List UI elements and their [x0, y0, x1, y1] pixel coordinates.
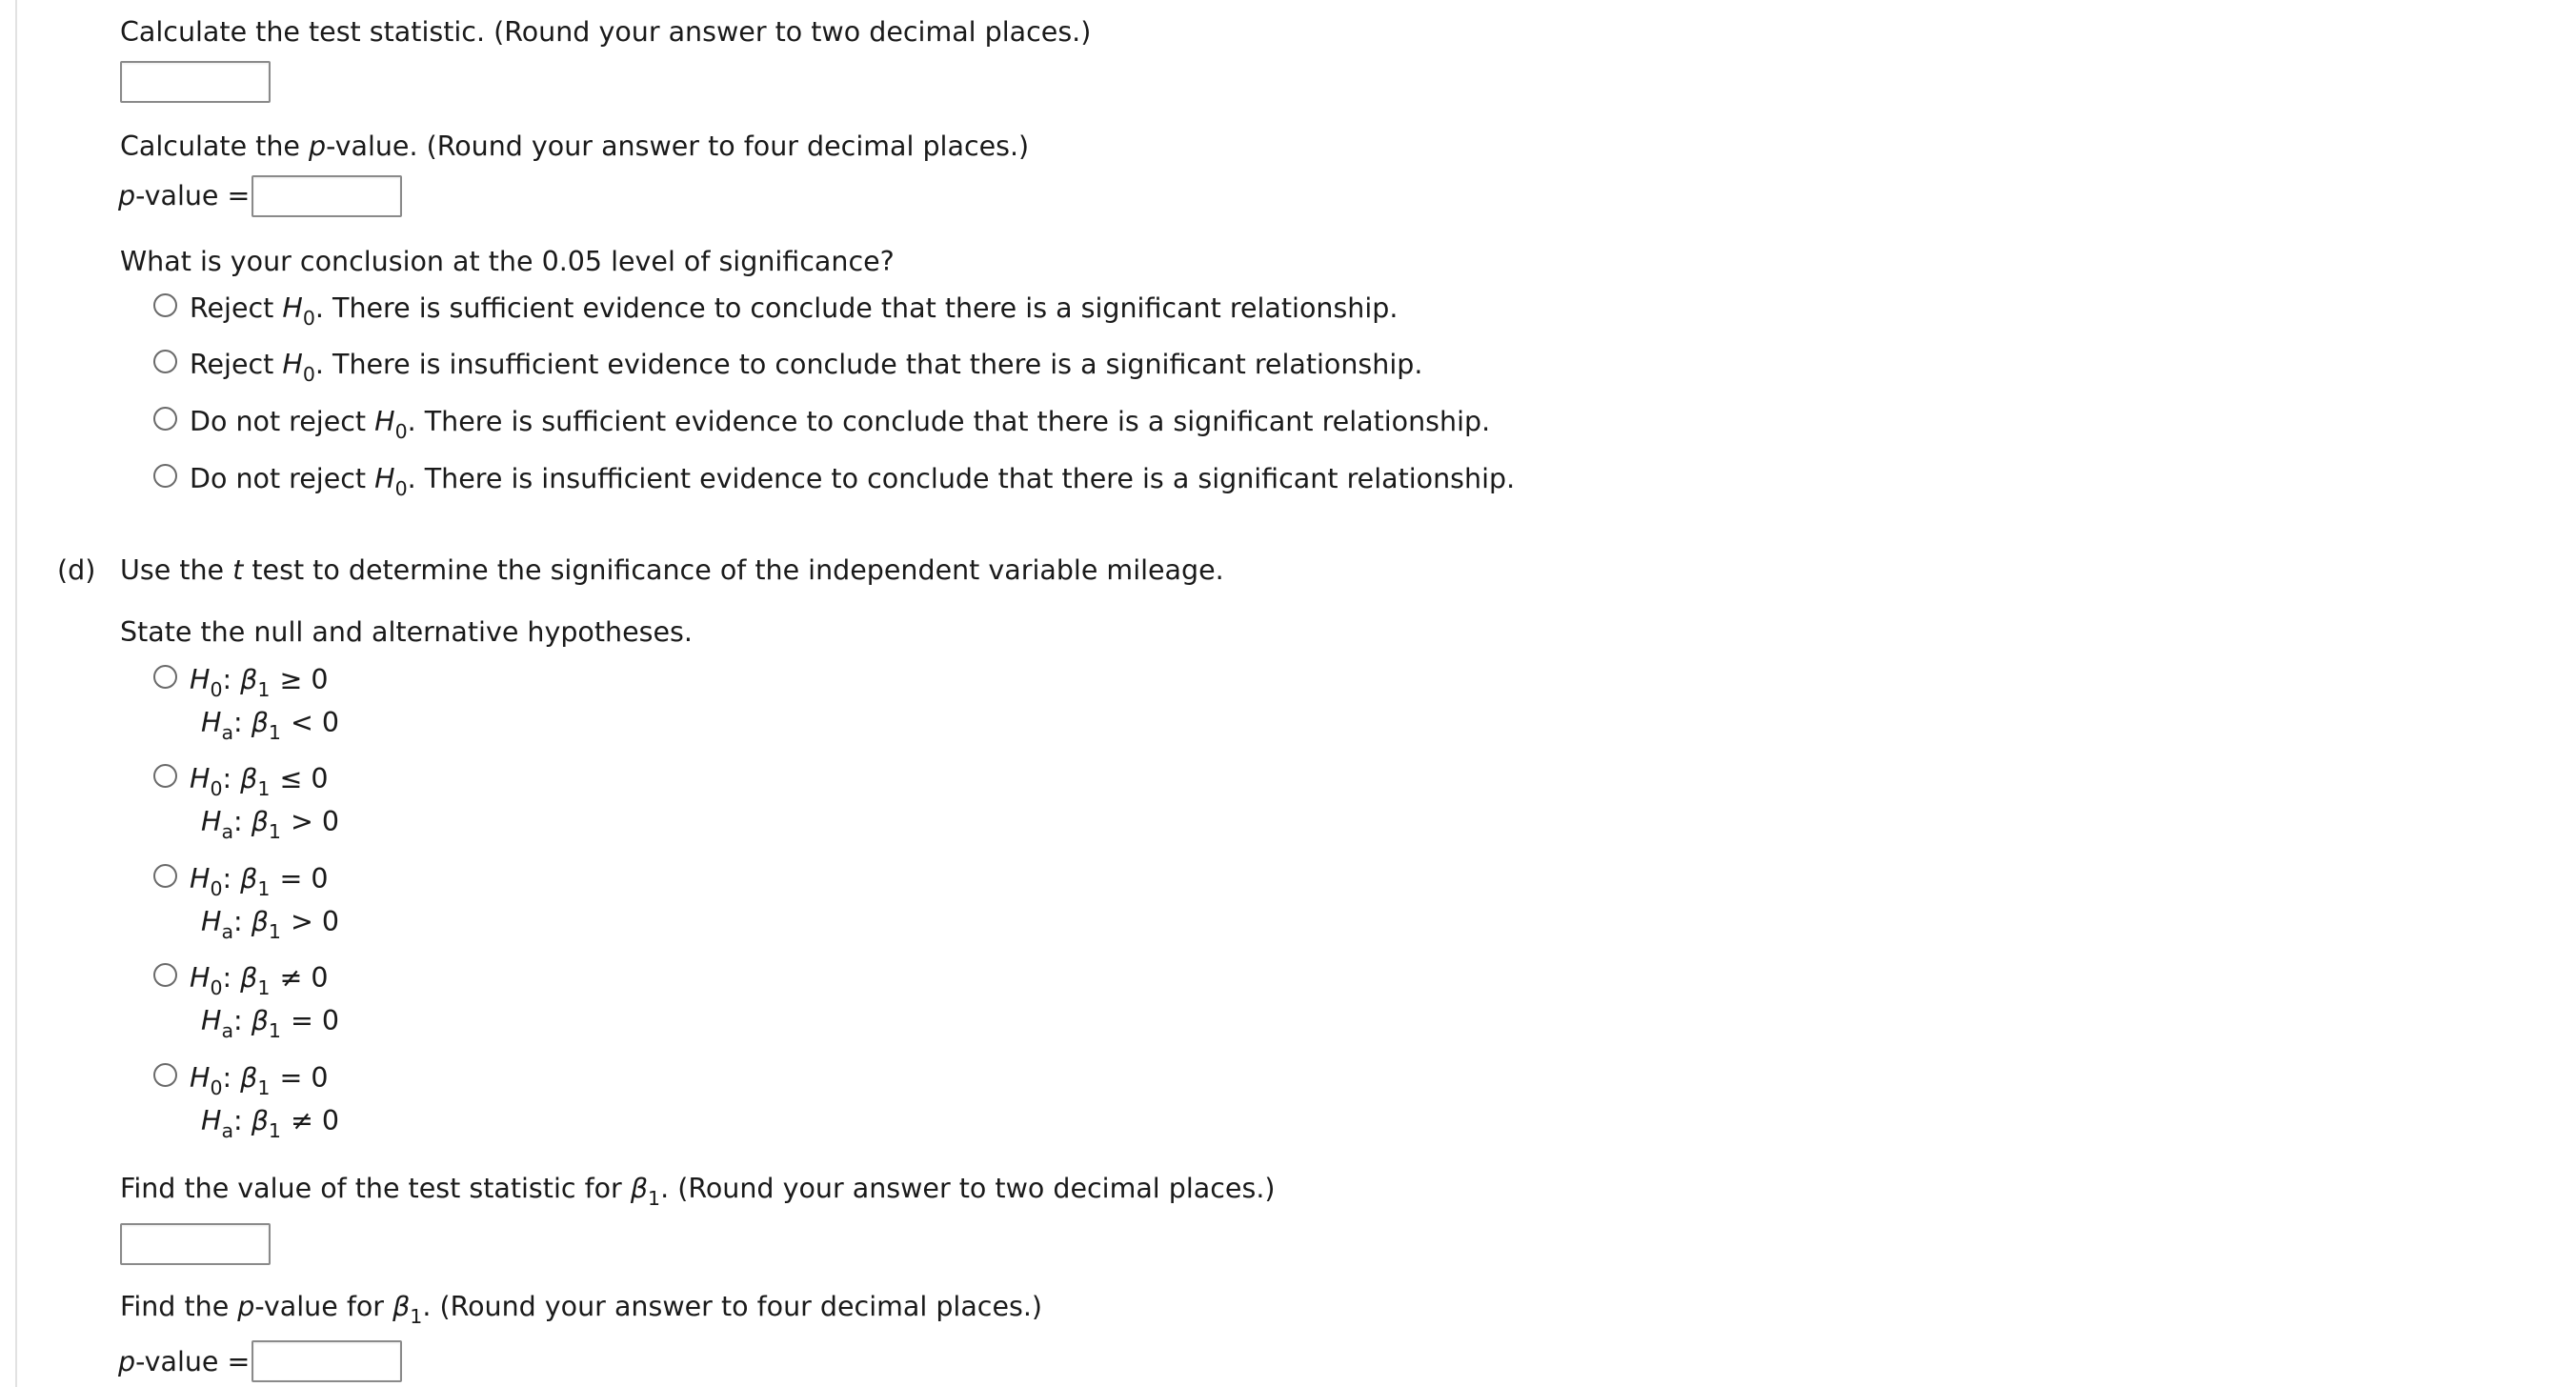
- pvalue-prompt-before: Calculate the: [120, 131, 309, 162]
- colon: :: [233, 707, 243, 738]
- conclusion-option-3-lead: Do not reject: [190, 406, 375, 437]
- conclusion-radio-4[interactable]: [153, 464, 177, 488]
- conclusion-option-2-text: . There is insufficient evidence to conclude that there is a significant relationship.: [314, 349, 1423, 380]
- pvalue-prompt: [120, 133, 1029, 161]
- ha-symbol: H: [201, 1105, 222, 1136]
- h0-subscript: 0: [210, 1075, 223, 1099]
- h0-subscript: 0: [302, 306, 315, 330]
- hypothesis-5-null: [190, 1062, 329, 1099]
- hypothesis-radio-5[interactable]: [153, 1063, 177, 1087]
- pvalue-prompt-after: -value. (Round your answer to four decimal places.): [326, 131, 1030, 162]
- ha-subscript: a: [221, 1018, 234, 1042]
- pvalue-label-p: p: [118, 180, 136, 211]
- h0-symbol: H: [190, 962, 211, 994]
- colon: :: [233, 806, 243, 837]
- pvalue-label: [118, 180, 251, 211]
- beta-pvalue-prompt: [120, 1291, 1043, 1328]
- beta-subscript: 1: [268, 1118, 281, 1142]
- beta-subscript: 1: [268, 819, 281, 843]
- beta-subscript: 1: [268, 1018, 281, 1042]
- beta-pvalue-after: . (Round your answer to four decimal places.): [422, 1291, 1043, 1322]
- beta-subscript: 1: [648, 1186, 661, 1210]
- part-d-question-before: Use the: [120, 554, 233, 586]
- conclusion-radio-3[interactable]: [153, 407, 177, 431]
- beta-symbol: β: [251, 707, 269, 738]
- part-d-label: (d): [57, 554, 96, 586]
- ha-symbol: H: [201, 906, 222, 937]
- beta-subscript: 1: [257, 1075, 271, 1099]
- conclusion-question: What is your conclusion at the 0.05 level of significance?: [120, 246, 895, 277]
- hypothesis-2-null-op: ≤ 0: [279, 763, 329, 794]
- colon: :: [222, 1062, 232, 1094]
- beta-subscript: 1: [257, 876, 271, 900]
- conclusion-option-2: [190, 349, 1423, 386]
- hypothesis-radio-3[interactable]: [153, 864, 177, 888]
- left-border: [15, 0, 17, 1387]
- beta-subscript: 1: [410, 1304, 423, 1328]
- ha-symbol: H: [201, 806, 222, 837]
- beta-test-statistic-before: Find the value of the test statistic for: [120, 1173, 631, 1204]
- beta-symbol: β: [240, 1062, 258, 1094]
- part-d-question-t: t: [232, 554, 244, 586]
- beta-symbol: β: [240, 664, 258, 695]
- beta-pvalue-middle: -value for: [254, 1291, 393, 1322]
- beta-pvalue-label: [118, 1346, 251, 1377]
- colon: :: [222, 863, 232, 895]
- conclusion-radio-1[interactable]: [153, 293, 177, 317]
- h0-symbol: H: [190, 1062, 211, 1094]
- conclusion-option-4: [190, 463, 1516, 500]
- ha-subscript: a: [221, 819, 234, 843]
- hypothesis-radio-2[interactable]: [153, 764, 177, 788]
- hypothesis-2-null: [190, 763, 329, 800]
- conclusion-option-3-text: . There is sufficient evidence to conclude that there is a significant relationship.: [407, 406, 1491, 437]
- h0-symbol: H: [282, 292, 303, 324]
- beta-pvalue-before: Find the: [120, 1291, 238, 1322]
- beta-symbol: β: [240, 962, 258, 994]
- hypothesis-1-alt-op: < 0: [290, 707, 340, 738]
- beta-symbol: β: [630, 1173, 649, 1204]
- hypothesis-2-alt: [201, 806, 340, 843]
- beta-test-statistic-after: . (Round your answer to two decimal places.): [660, 1173, 1276, 1204]
- beta-symbol: β: [240, 863, 258, 895]
- ha-subscript: a: [221, 1118, 234, 1142]
- test-statistic-prompt: Calculate the test statistic. (Round your answer to two decimal places.): [120, 16, 1092, 48]
- pvalue-prompt-p: p: [309, 131, 327, 162]
- beta-test-statistic-input[interactable]: [120, 1223, 271, 1265]
- beta-subscript: 1: [268, 919, 281, 943]
- beta-pvalue-label-rest: -value =: [135, 1346, 251, 1377]
- hypothesis-4-null-op: ≠ 0: [279, 962, 329, 994]
- h0-symbol: H: [374, 463, 395, 494]
- hypothesis-5-alt: [201, 1105, 340, 1142]
- hypothesis-3-null: [190, 863, 329, 900]
- conclusion-option-1: [190, 292, 1399, 330]
- hypothesis-4-alt-op: = 0: [290, 1005, 340, 1036]
- conclusion-radio-2[interactable]: [153, 350, 177, 373]
- hypothesis-radio-4[interactable]: [153, 963, 177, 987]
- hypothesis-4-alt: [201, 1005, 340, 1042]
- hypothesis-1-null-op: ≥ 0: [279, 664, 329, 695]
- beta-symbol: β: [240, 763, 258, 794]
- conclusion-option-4-text: . There is insufficient evidence to conclude that there is a significant relationship.: [407, 463, 1516, 494]
- h0-symbol: H: [190, 763, 211, 794]
- hypothesis-5-null-op: = 0: [279, 1062, 329, 1094]
- hypothesis-1-alt: [201, 707, 340, 744]
- beta-pvalue-p: p: [237, 1291, 255, 1322]
- h0-symbol: H: [282, 349, 303, 380]
- beta-symbol: β: [251, 1005, 269, 1036]
- hypotheses-prompt: State the null and alternative hypotheses.: [120, 616, 693, 648]
- h0-subscript: 0: [210, 876, 223, 900]
- part-d-question: [120, 554, 1224, 586]
- colon: :: [233, 1005, 243, 1036]
- hypothesis-5-alt-op: ≠ 0: [290, 1105, 340, 1136]
- colon: :: [222, 664, 232, 695]
- pvalue-label-rest: -value =: [135, 180, 251, 211]
- hypothesis-3-alt-op: > 0: [290, 906, 340, 937]
- beta-subscript: 1: [257, 776, 271, 800]
- beta-symbol: β: [251, 906, 269, 937]
- part-d-question-after: test to determine the significance of the independent variable mileage.: [243, 554, 1224, 586]
- conclusion-option-1-lead: Reject: [190, 292, 283, 324]
- test-statistic-input[interactable]: [120, 61, 271, 103]
- hypothesis-3-null-op: = 0: [279, 863, 329, 895]
- beta-symbol: β: [251, 1105, 269, 1136]
- h0-symbol: H: [190, 863, 211, 895]
- beta-symbol: β: [251, 806, 269, 837]
- conclusion-option-2-lead: Reject: [190, 349, 283, 380]
- hypothesis-4-null: [190, 962, 329, 999]
- conclusion-option-1-text: . There is sufficient evidence to conclude that there is a significant relationship.: [314, 292, 1399, 324]
- ha-symbol: H: [201, 707, 222, 738]
- beta-pvalue-input[interactable]: [252, 1340, 402, 1382]
- ha-subscript: a: [221, 919, 234, 943]
- conclusion-option-4-lead: Do not reject: [190, 463, 375, 494]
- hypothesis-3-alt: [201, 906, 340, 943]
- beta-subscript: 1: [268, 720, 281, 744]
- colon: :: [222, 962, 232, 994]
- h0-subscript: 0: [394, 476, 408, 500]
- h0-subscript: 0: [210, 776, 223, 800]
- ha-symbol: H: [201, 1005, 222, 1036]
- colon: :: [222, 763, 232, 794]
- h0-subscript: 0: [210, 975, 223, 999]
- ha-subscript: a: [221, 720, 234, 744]
- beta-pvalue-label-p: p: [118, 1346, 136, 1377]
- h0-symbol: H: [190, 664, 211, 695]
- beta-symbol: β: [392, 1291, 411, 1322]
- beta-subscript: 1: [257, 975, 271, 999]
- colon: :: [233, 1105, 243, 1136]
- conclusion-option-3: [190, 406, 1491, 443]
- h0-subscript: 0: [394, 419, 408, 443]
- hypothesis-radio-1[interactable]: [153, 665, 177, 689]
- h0-subscript: 0: [302, 362, 315, 386]
- h0-subscript: 0: [210, 677, 223, 701]
- beta-subscript: 1: [257, 677, 271, 701]
- hypothesis-2-alt-op: > 0: [290, 806, 340, 837]
- pvalue-input[interactable]: [252, 175, 402, 217]
- hypothesis-1-null: [190, 664, 329, 701]
- colon: :: [233, 906, 243, 937]
- h0-symbol: H: [374, 406, 395, 437]
- beta-test-statistic-prompt: [120, 1173, 1276, 1210]
